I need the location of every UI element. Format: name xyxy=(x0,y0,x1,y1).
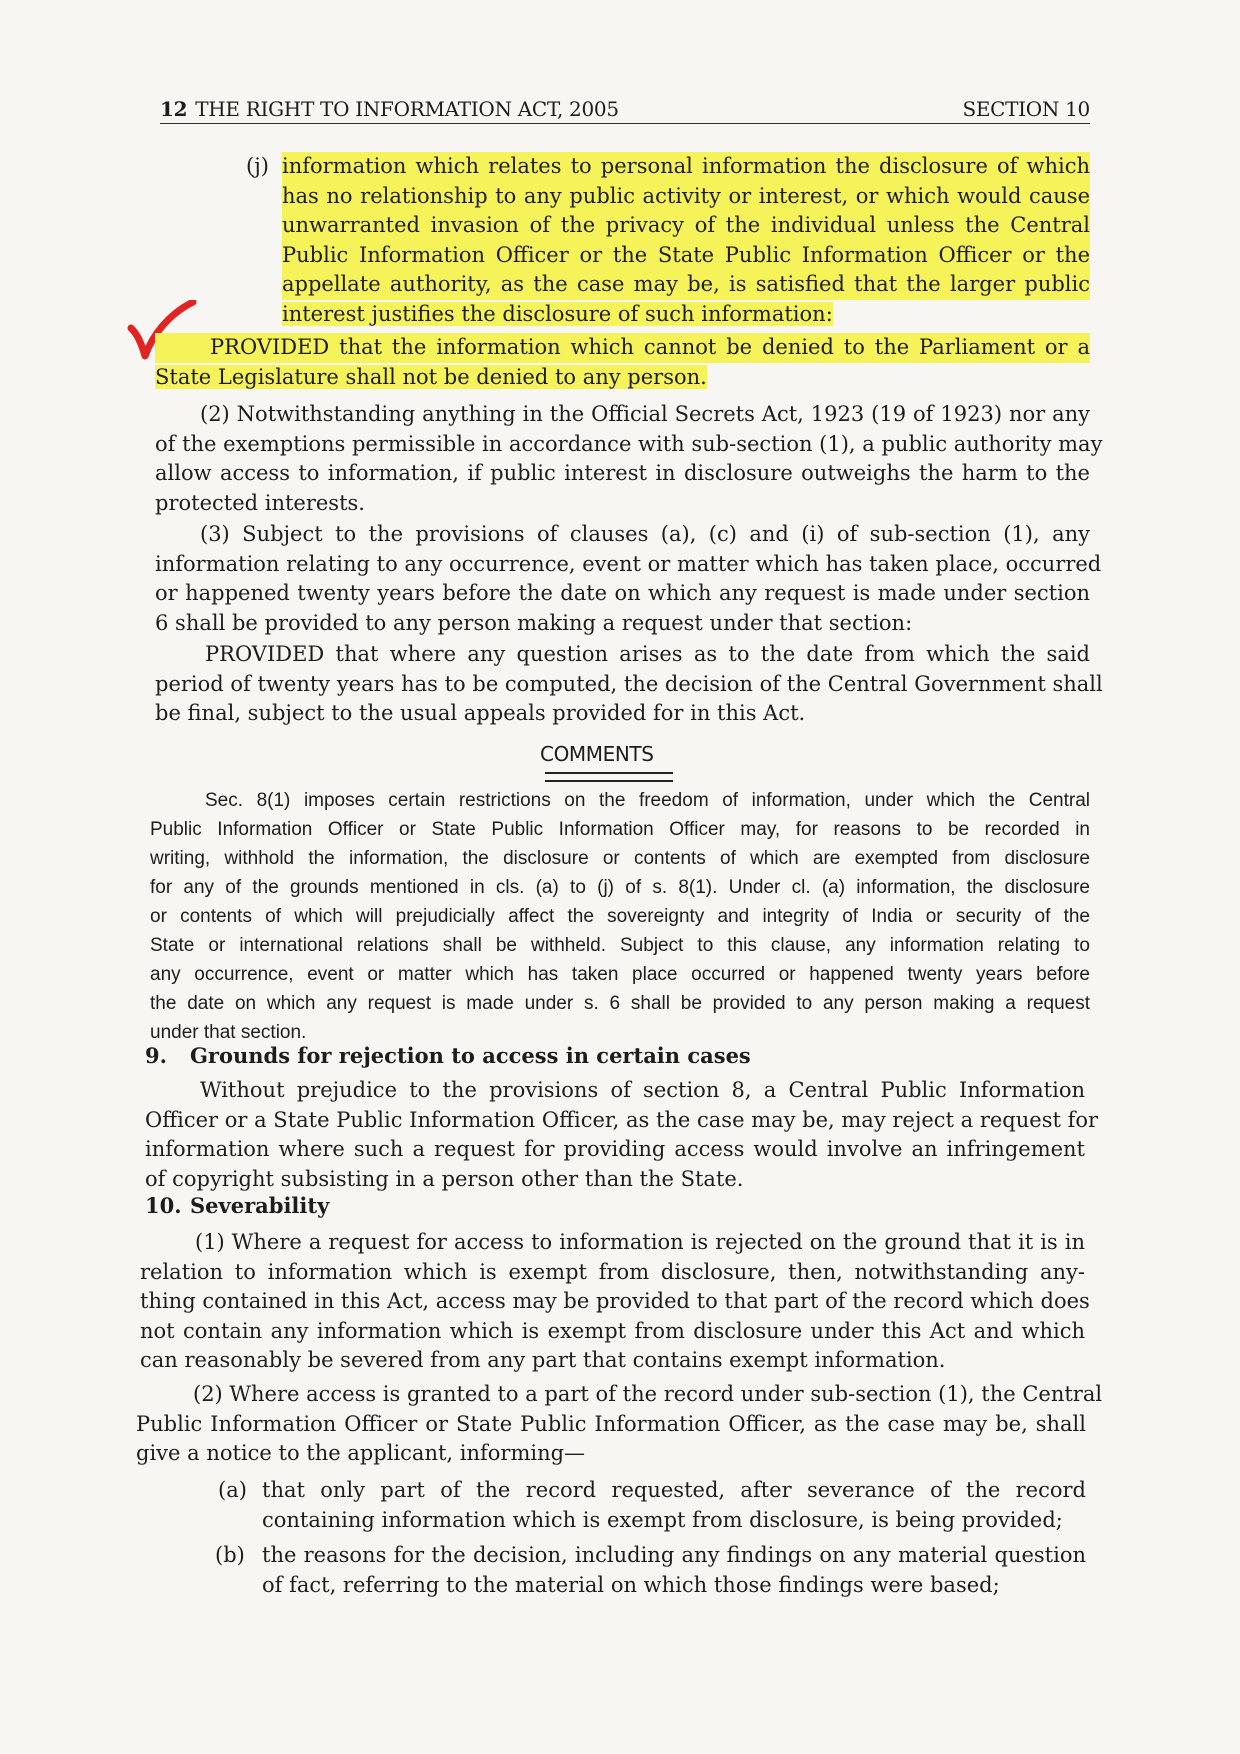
text-line: that only part of the record requested, after severance of the record xyxy=(262,1478,1086,1502)
text-line: information which relates to personal information the disclosure of which xyxy=(282,152,1090,182)
section-10-sub1 xyxy=(140,1228,1090,1376)
text-line: of copyright subsisting in a person other than the State. xyxy=(145,1166,744,1191)
text-line: (2) Where access is granted to a part of the record under sub-section (1), the Central xyxy=(193,1382,1103,1406)
text-line: the date on which any request is made under s. 6 shall be provided to any person making a request xyxy=(150,993,1090,1014)
section-9-body xyxy=(145,1076,1099,1194)
subsection-3 xyxy=(155,520,1102,638)
title-double-rule xyxy=(545,772,673,782)
proviso-1 xyxy=(155,333,1090,392)
text-line: 6 shall be provided to any person making a request under that section: xyxy=(155,610,913,635)
text-line: (2) Notwithstanding anything in the Official Secrets Act, 1923 (19 of 1923) nor any xyxy=(200,402,1090,426)
text-line: (3) Subject to the provisions of clauses (a), (c) and (i) of sub-section (1), any xyxy=(200,522,1090,546)
item-b-label: (b) xyxy=(215,1543,245,1567)
book-title: THE RIGHT TO INFORMATION ACT, 2005 xyxy=(195,97,619,121)
section-10-title: Severability xyxy=(190,1193,330,1218)
text-line: PROVIDED that where any question arises as to the date from which the said xyxy=(205,642,1090,666)
text-line: Public Information Officer or the State Public Information Officer or the xyxy=(282,241,1090,271)
section-10-number: 10. xyxy=(145,1193,182,1218)
text-line: information where such a request for providing access would involve an infringement xyxy=(145,1137,1085,1161)
text-line: of the exemptions permissible in accordance with sub-section (1), a public authority may xyxy=(155,431,1103,456)
text-line: protected interests. xyxy=(155,490,365,515)
text-line: PROVIDED that the information which cannot be denied to the Parliament or a xyxy=(155,333,1090,363)
header-left xyxy=(160,97,619,121)
clause-j-label: (j) xyxy=(246,154,269,178)
text-line: the reasons for the decision, including any findings on any material question xyxy=(262,1543,1086,1567)
page-number: 12 xyxy=(160,97,188,121)
text-line: containing information which is exempt from disclosure, is being provided; xyxy=(262,1507,1063,1532)
text-line: has no relationship to any public activity or interest, or which would cause xyxy=(282,182,1090,212)
text-line: or contents of which will prejudicially affect the sovereignty and integrity of India or security of the xyxy=(150,906,1090,927)
item-a-text xyxy=(262,1476,1086,1535)
text-line: of fact, referring to the material on which those findings were based; xyxy=(262,1572,1000,1597)
text-line: unwarranted invasion of the privacy of the individual unless the Central xyxy=(282,211,1090,241)
proviso-2 xyxy=(155,640,1103,729)
section-10-sub2 xyxy=(136,1380,1103,1469)
text-line: under that section. xyxy=(150,1022,307,1043)
section-9-title: Grounds for rejection to access in certain cases xyxy=(190,1043,751,1068)
item-a-label: (a) xyxy=(218,1478,247,1502)
text-line: Without prejudice to the provisions of section 8, a Central Public Information xyxy=(200,1078,1085,1102)
text-line: give a notice to the applicant, informing— xyxy=(136,1441,586,1465)
text-line: appellate authority, as the case may be, is satisfied that the larger public xyxy=(282,270,1090,300)
text-line: not contain any information which is exempt from disclosure under this Act and which xyxy=(140,1318,1085,1343)
text-line: be final, subject to the usual appeals provided for in this Act. xyxy=(155,701,806,725)
header-section: SECTION 10 xyxy=(962,97,1090,121)
text-line: State or international relations shall be withheld. Subject to this clause, any information relating to xyxy=(150,935,1090,956)
clause-j-text xyxy=(282,152,1090,329)
text-line: information relating to any occurrence, event or matter which has taken place, occurred xyxy=(155,551,1102,576)
text-line: writing, withhold the information, the disclosure or contents of which are exempted from disclosure xyxy=(150,848,1090,869)
subsection-2 xyxy=(155,400,1103,518)
text-line: or happened twenty years before the date on which any request is made under section xyxy=(155,581,1090,605)
text-line: can reasonably be severed from any part that contains exempt information. xyxy=(140,1348,946,1372)
comments-body xyxy=(150,786,1090,1047)
text-line: relation to information which is exempt from disclosure, then, notwithstanding any- xyxy=(140,1259,1085,1284)
text-line: period of twenty years has to be computed, the decision of the Central Government shall xyxy=(155,671,1103,696)
text-line: any occurrence, event or matter which has taken place occurred or happened twenty years before xyxy=(150,964,1090,985)
comments-title: COMMENTS xyxy=(540,742,654,766)
running-header xyxy=(160,97,1090,124)
text-line: Sec. 8(1) imposes certain restrictions on the freedom of information, under which the Central xyxy=(205,790,1090,811)
text-line: Officer or a State Public Information Officer, as the case may be, may reject a request for xyxy=(145,1107,1099,1132)
section-9-number: 9. xyxy=(145,1043,167,1068)
text-line: Public Information Officer or State Public Information Officer, as the case may be, shall xyxy=(136,1411,1086,1436)
text-line: thing contained in this Act, access may be provided to that part of the record which does xyxy=(140,1289,1090,1313)
text-line: (1) Where a request for access to information is rejected on the ground that it is in xyxy=(195,1230,1085,1254)
text-line: for any of the grounds mentioned in cls. (a) to (j) of s. 8(1). Under cl. (a) information, the disclosure xyxy=(150,877,1090,898)
text-line: State Legislature shall not be denied to any person. xyxy=(155,364,707,389)
text-line: interest justifies the disclosure of such information: xyxy=(282,301,833,326)
item-b-text xyxy=(262,1541,1086,1600)
text-line: allow access to information, if public interest in disclosure outweighs the harm to the xyxy=(155,461,1090,485)
text-line: Public Information Officer or State Public Information Officer may, for reasons to be recorded in xyxy=(150,819,1090,840)
